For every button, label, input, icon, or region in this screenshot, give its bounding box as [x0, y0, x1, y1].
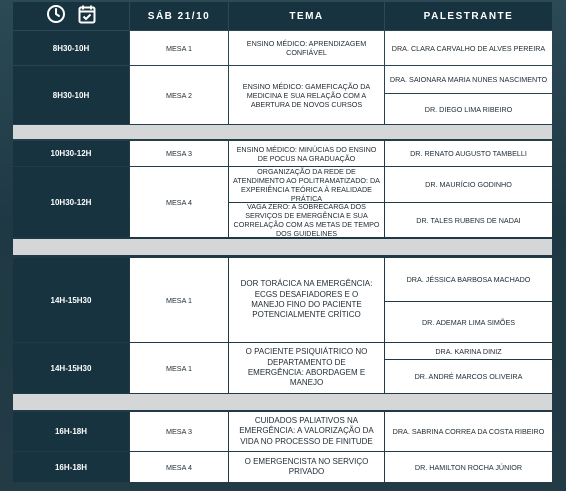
session-cell: MESA 1 [130, 258, 228, 342]
time-cell: 16H-18H [13, 412, 129, 451]
topic-header: TEMA [229, 2, 384, 30]
speaker-cell: DRA. CLARA CARVALHO DE ALVES PEREIRA [385, 31, 552, 65]
speaker-cell: DR. ANDRÉ MARCOS OLIVEIRA [385, 360, 552, 393]
session-cell: MESA 4 [130, 452, 228, 482]
speaker-cell: DR. ADEMAR LIMA SIMÕES [385, 302, 552, 342]
session-cell: MESA 4 [130, 167, 228, 237]
calendar-check-icon [78, 4, 96, 29]
topic-cell: ENSINO MÉDICO: APRENDIZAGEM CONFIÁVEL [229, 31, 384, 65]
speaker-cell: DRA. KARINA DINIZ [385, 343, 552, 359]
time-cell: 8H30-10H [13, 31, 129, 65]
session-cell: MESA 3 [130, 141, 228, 166]
time-cell: 16H-18H [13, 452, 129, 482]
time-cell: 8H30-10H [13, 66, 129, 124]
speaker-cell: DR. HAMILTON ROCHA JÚNIOR [385, 452, 552, 482]
speaker-cell: DR. DIEGO LIMA RIBEIRO [385, 94, 552, 124]
speaker-cell: DRA. SAIONARA MARIA NUNES NASCIMENTO [385, 66, 552, 93]
clock-icon [46, 4, 66, 29]
time-cell: 14H-15H30 [13, 258, 129, 342]
speaker-cell: DR. MAURÍCIO GODINHO [385, 167, 552, 202]
session-cell: MESA 1 [130, 343, 228, 393]
speaker-cell: DR. RENATO AUGUSTO TAMBELLI [385, 141, 552, 166]
topic-cell: DOR TORÁCICA NA EMERGÊNCIA: ECGS DESAFIADORES E O MANEJO FINO DO PACIENTE POTENCIALMENTE CRÍTICO [229, 258, 384, 342]
break-separator [13, 125, 552, 139]
speaker-cell: DRA. JÉSSICA BARBOSA MACHADO [385, 258, 552, 301]
session-cell: MESA 1 [130, 31, 228, 65]
topic-cell: CUIDADOS PALIATIVOS NA EMERGÊNCIA: A VALORIZAÇÃO DA VIDA NO PROCESSO DE FINITUDE [229, 412, 384, 451]
topic-cell: VAGA ZERO: A SOBRECARGA DOS SERVIÇOS DE EMERGÊNCIA E SUA CORRELAÇÃO COM AS METAS DE TEMPO DOS GUIDELINES [229, 203, 384, 237]
speaker-cell: DR. TALES RUBENS DE NADAI [385, 203, 552, 237]
topic-cell: O EMERGENCISTA NO SERVIÇO PRIVADO [229, 452, 384, 482]
icons-header-cell [13, 2, 129, 30]
topic-cell: O PACIENTE PSIQUIÁTRICO NO DEPARTAMENTO DE EMERGÊNCIA: ABORDAGEM E MANEJO [229, 343, 384, 393]
day-header: SÁB 21/10 [130, 2, 228, 30]
time-cell: 10H30-12H [13, 141, 129, 166]
topic-cell: ORGANIZAÇÃO DA REDE DE ATENDIMENTO AO POLITRAMATIZADO: DA EXPERIÊNCIA TEÓRICA À REALIDADE PRÁTICA [229, 167, 384, 202]
break-separator [13, 394, 552, 410]
break-separator [13, 239, 552, 255]
speaker-cell: DRA. SABRINA CORREA DA COSTA RIBEIRO [385, 412, 552, 451]
session-cell: MESA 3 [130, 412, 228, 451]
topic-cell: ENSINO MÉDICO: MINÚCIAS DO ENSINO DE POCUS NA GRADUAÇÃO [229, 141, 384, 166]
time-cell: 14H-15H30 [13, 343, 129, 393]
speaker-header: PALESTRANTE [385, 2, 552, 30]
topic-cell: ENSINO MÉDICO: GAMEFICAÇÃO DA MEDICINA E SUA RELAÇÃO COM A ABERTURA DE NOVOS CURSOS [229, 66, 384, 124]
session-cell: MESA 2 [130, 66, 228, 124]
time-cell: 10H30-12H [13, 167, 129, 237]
